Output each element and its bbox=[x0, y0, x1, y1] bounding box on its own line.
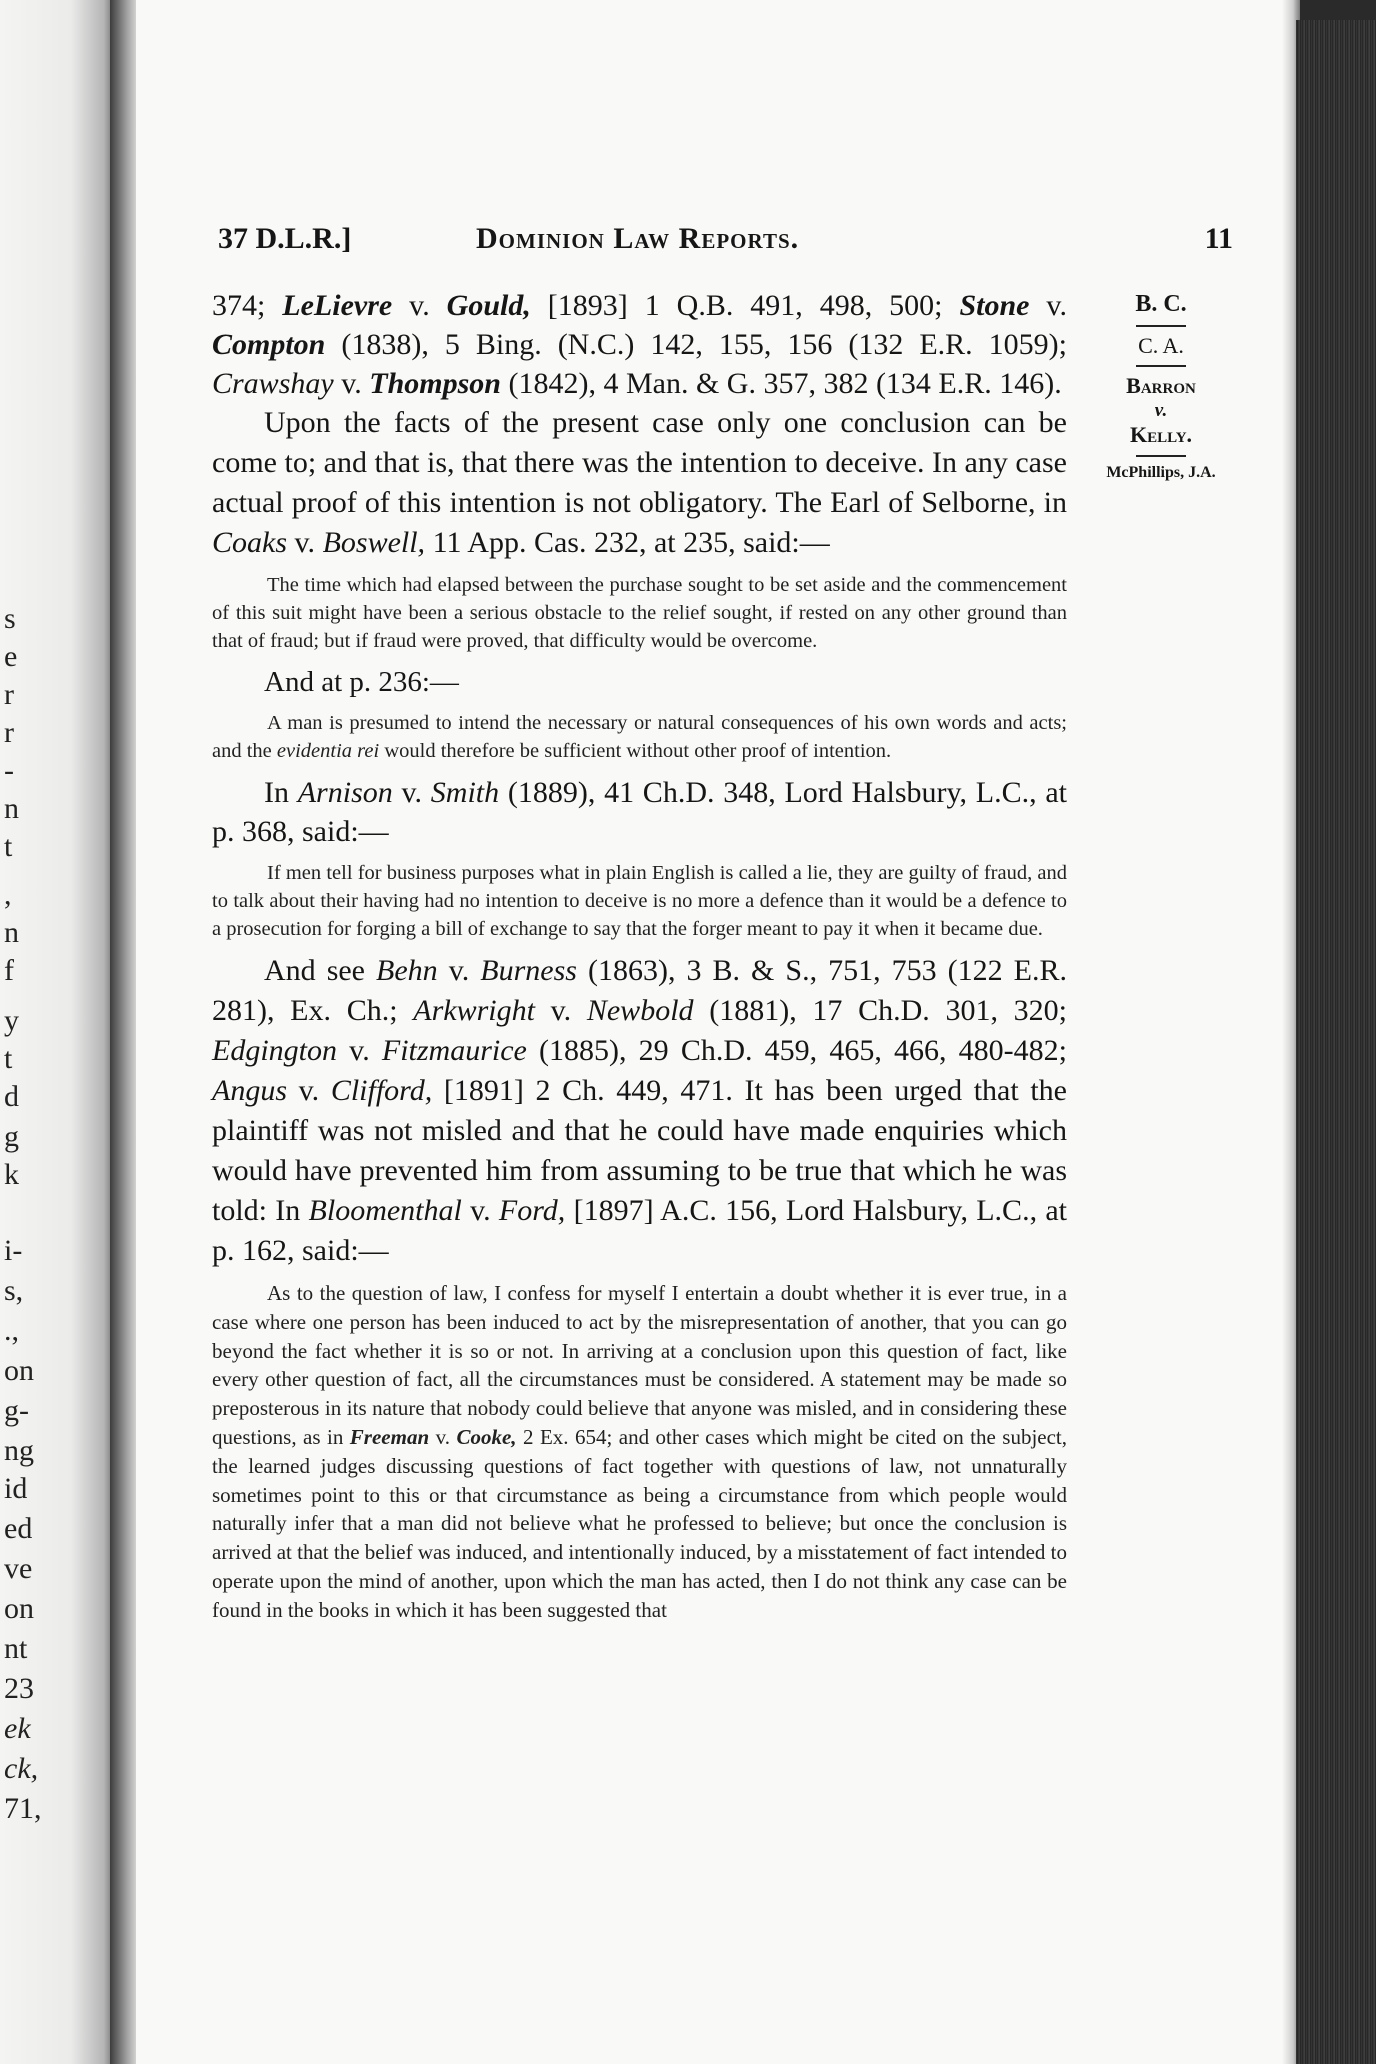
publication-title: Dominion Law Reports. bbox=[476, 222, 800, 255]
facing-page-fragment: d bbox=[4, 1080, 19, 1113]
facing-page-fragment: on bbox=[4, 1354, 34, 1387]
facing-page-fragment: i- bbox=[4, 1234, 23, 1267]
facing-page-fragment: ., bbox=[4, 1314, 19, 1347]
divider bbox=[1136, 325, 1186, 327]
lead-in: And at p. 236:— bbox=[264, 666, 459, 698]
facing-page-fragment: r bbox=[4, 716, 14, 749]
facing-page-fragment: 23 bbox=[4, 1672, 34, 1705]
facing-page-fragment: on bbox=[4, 1592, 34, 1625]
page-number: 11 bbox=[1204, 222, 1233, 255]
judge-name: McPhillips, J.A. bbox=[1106, 463, 1216, 481]
running-head bbox=[218, 222, 1233, 262]
facing-page-fragment: n bbox=[4, 916, 19, 949]
facing-page-fragment: ek bbox=[4, 1712, 31, 1745]
paragraph-intention: Upon the facts of the present case only one conclusion can be come to; and that is, that there was the intention to deceive. In any case actual proof of this intention is not obligatory. The Earl of Selborne, in Coaks v. Boswell, 11 App. Cas. 232, at 235, said:— bbox=[212, 406, 1067, 559]
quote-selborne: The time which had elapsed between the purchase sought to be set aside and the commencement of this suit might have been a serious obstacle to the relief sought, if rested on any other ground than that of fraud; but if fraud were proved, that difficulty would be overcome. bbox=[212, 574, 1067, 652]
party-one: Barron bbox=[1126, 373, 1196, 399]
facing-page-fragment: t bbox=[4, 1042, 13, 1075]
facing-page-fragment: f bbox=[4, 954, 14, 987]
divider bbox=[1136, 365, 1186, 367]
facing-page-fragment: n bbox=[4, 792, 19, 825]
quote-bloomenthal: As to the question of law, I confess for myself I entertain a doubt whether it is ever true, in a case where one person has been induced to act by the misrepresentation of another, that you can go beyond the fact whether it is so or not. In arriving at a conclusion upon this question of fact, like every other question of fact, all the circumstances must be considered. A statement may be made so preposterous in its nature that nobody could believe that anyone was misled, and in considering these questions, as in Freeman v. Cooke, 2 Ex. 654; and other cases which might be cited on the subject, the learned judges discussing questions of fact together with questions of law, not unnaturally sometimes point to this or that circumstance as being a circumstance from which people would naturally infer that a man did not believe what he professed to believe; but once the conclusion is arrived at that the belief was induced, and intentionally induced, by a misstatement of fact intended to operate upon the mind of another, upon which the man has acted, then I do not think any case can be found in the books in which it has been suggested that bbox=[212, 1281, 1067, 1622]
book-page-edges bbox=[1296, 20, 1376, 2064]
facing-page-fragment: nt bbox=[4, 1632, 28, 1665]
facing-page-fragment: g bbox=[4, 1120, 19, 1153]
divider bbox=[1136, 455, 1186, 457]
facing-page-fragment: t bbox=[4, 830, 13, 863]
volume-citation: 37 D.L.R.] bbox=[218, 222, 352, 255]
court-label: B. C. bbox=[1135, 291, 1187, 317]
quote-presumption: A man is presumed to intend the necessary or natural consequences of his own words and acts; and the evidentia rei would therefore be sufficient without other proof of intention. bbox=[212, 712, 1067, 762]
facing-page-fragment: s bbox=[4, 602, 16, 635]
facing-page-fragment: e bbox=[4, 640, 18, 673]
facing-page-fragment: s, bbox=[4, 1274, 24, 1307]
quote-halsbury: If men tell for business purposes what in plain English is called a lie, they are guilty of fraud, and to talk about their having had no intention to deceive is no more a defence than it would be a defence to a prosecution for forging a bill of exchange to say that the forger meant to pay it when it became due. bbox=[212, 862, 1067, 940]
facing-page-fragment: ed bbox=[4, 1512, 33, 1545]
facing-page-fragment: ng bbox=[4, 1434, 34, 1467]
party-two: Kelly. bbox=[1129, 422, 1193, 448]
facing-page-fragment: k bbox=[4, 1158, 19, 1191]
facing-page-fragment: ve bbox=[4, 1552, 33, 1585]
facing-page-fragment: , bbox=[4, 878, 12, 911]
body-text bbox=[212, 286, 1067, 1633]
margin-note bbox=[1080, 290, 1242, 482]
paragraph-citations: 374; LeLievre v. Gould, [1893] 1 Q.B. 491, 498, 500; Stone v. Compton (1838), 5 Bing. (N.C.) 142, 155, 156 (132 E.R. 1059); Crawshay v. Thompson (1842), 4 Man. & G. 357, 382 (134 E.R. 146). bbox=[212, 289, 1067, 400]
facing-page-fragment: y bbox=[4, 1004, 19, 1037]
division-label: C. A. bbox=[1138, 332, 1184, 358]
facing-page-fragment: - bbox=[4, 754, 14, 787]
facing-page-fragment: id bbox=[4, 1472, 28, 1505]
facing-page-fragment: r bbox=[4, 678, 14, 711]
paragraph-authorities: And see Behn v. Burness (1863), 3 B. & S., 751, 753 (122 E.R. 281), Ex. Ch.; Arkwright v. Newbold (1881), 17 Ch.D. 301, 320; Edgington v. Fitzmaurice (1885), 29 Ch.D. 459, 465, 466, 480-482; Angus v. Clifford, [1891] 2 Ch. 449, 471. It has been urged that the plaintiff was not misled and that he could have made enquiries which would have prevented him from assuming to be true that which he was told: In Bloomenthal v. Ford, [1897] A.C. 156, Lord Halsbury, L.C., at p. 162, said:— bbox=[212, 954, 1067, 1267]
facing-page-fragment: ck, bbox=[4, 1752, 39, 1785]
facing-page-fragment: g- bbox=[4, 1394, 29, 1427]
facing-page-edge bbox=[0, 0, 118, 2064]
versus-label: v. bbox=[1154, 399, 1168, 421]
facing-page-fragment: 71, bbox=[4, 1792, 42, 1825]
paragraph-arnison: In Arnison v. Smith (1889), 41 Ch.D. 348, Lord Halsbury, L.C., at p. 368, said:— bbox=[212, 776, 1067, 848]
